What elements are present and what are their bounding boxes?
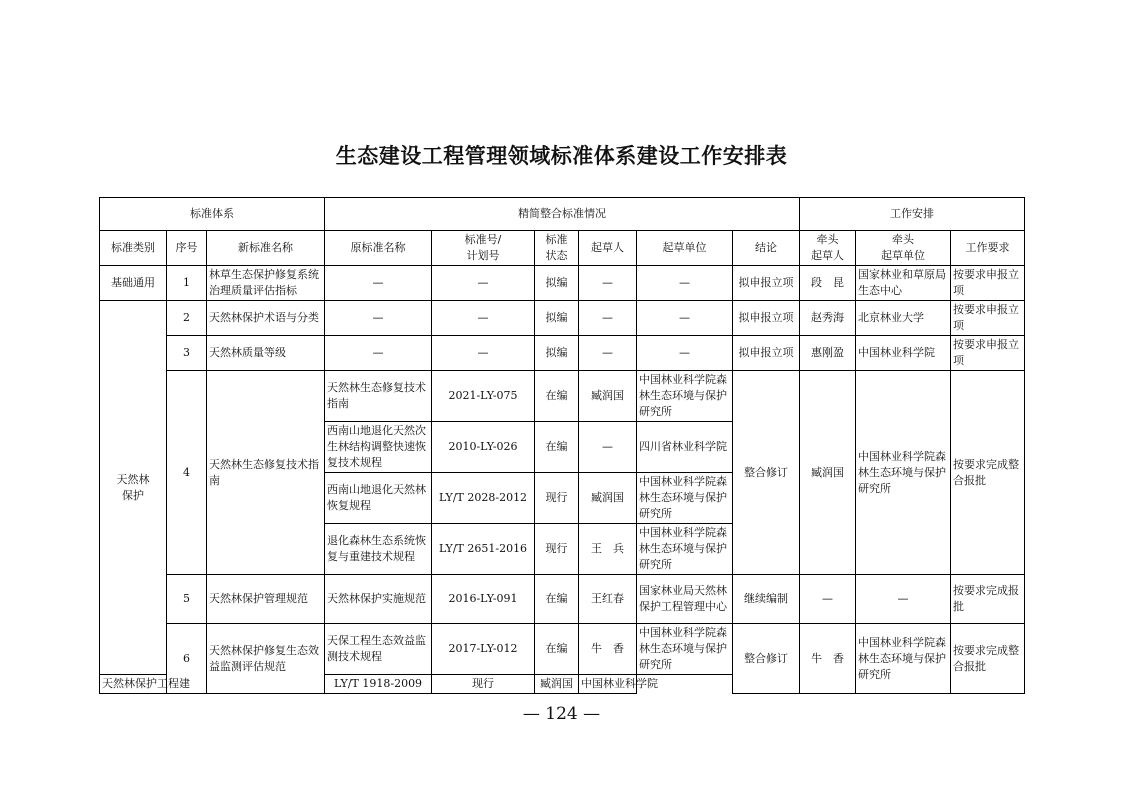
- cell-drafter: 臧润国: [535, 675, 579, 694]
- cell-std-no: 2010-LY-026: [432, 422, 535, 473]
- cell-orig-name: —: [325, 301, 432, 336]
- cell-drafter: —: [579, 301, 637, 336]
- cell-status: 拟编: [535, 336, 579, 371]
- standards-table: [99, 197, 1025, 694]
- cell-drafter: 牛 香: [579, 624, 637, 675]
- header-orig-name: 原标准名称: [325, 231, 432, 266]
- cell-drafter: 王红春: [579, 575, 637, 624]
- cell-seq: 6: [167, 624, 207, 694]
- cell-drafter: 臧润国: [579, 371, 637, 422]
- cell-orig-name: 西南山地退化天然林恢复规程: [325, 473, 432, 524]
- cell-lead-unit: 中国林业科学院森林生态环境与保护研究所: [856, 624, 951, 694]
- cell-status: 现行: [432, 675, 535, 694]
- cell-drafter: 王 兵: [579, 524, 637, 575]
- cell-lead-unit: —: [856, 575, 951, 624]
- cell-std-no: LY/T 1918-2009: [325, 675, 432, 694]
- cell-lead-unit: 中国林业科学院: [856, 336, 951, 371]
- cell-lead-drafter: 惠刚盈: [800, 336, 856, 371]
- header-lead-unit: 牵头 起草单位: [856, 231, 951, 266]
- cell-lead-drafter: 段 昆: [800, 266, 856, 301]
- cell-requirement: 按要求完成整合报批: [951, 371, 1025, 575]
- cell-orig-name: 退化森林生态系统恢复与重建技术规程: [325, 524, 432, 575]
- cell-orig-name: 天然林保护实施规范: [325, 575, 432, 624]
- cell-new-name: 天然林生态修复技术指南: [207, 371, 325, 575]
- cell-status: 现行: [535, 473, 579, 524]
- header-seq: 序号: [167, 231, 207, 266]
- cell-std-no: LY/T 2651-2016: [432, 524, 535, 575]
- cell-requirement: 按要求完成报批: [951, 575, 1025, 624]
- cell-requirement: 按要求申报立项: [951, 266, 1025, 301]
- cell-conclusion: 拟申报立项: [733, 301, 800, 336]
- cell-seq: 1: [167, 266, 207, 301]
- cell-orig-name: 天然林生态修复技术指南: [325, 371, 432, 422]
- cell-conclusion: 整合修订: [733, 624, 800, 694]
- cell-status: 在编: [535, 575, 579, 624]
- cell-drafter-unit: —: [637, 266, 733, 301]
- cell-std-no: —: [432, 266, 535, 301]
- cell-requirement: 按要求申报立项: [951, 301, 1025, 336]
- group-standard-system: 标准体系: [100, 198, 325, 231]
- header-std-no: 标准号/ 计划号: [432, 231, 535, 266]
- cell-drafter: —: [579, 422, 637, 473]
- header-category: 标准类别: [100, 231, 167, 266]
- page-title: 生态建设工程管理领域标准体系建设工作安排表: [335, 144, 788, 168]
- page-number: — 124 —: [522, 704, 601, 724]
- cell-std-no: 2016-LY-091: [432, 575, 535, 624]
- cell-conclusion: 拟申报立项: [733, 266, 800, 301]
- cell-new-name: 天然林保护修复生态效益监测评估规范: [207, 624, 325, 694]
- header-drafter: 起草人: [579, 231, 637, 266]
- cell-new-name: 天然林保护管理规范: [207, 575, 325, 624]
- cell-lead-unit: 中国林业科学院森林生态环境与保护研究所: [856, 371, 951, 575]
- cell-drafter-unit: 中国林业科学院森林生态环境与保护研究所: [637, 371, 733, 422]
- cell-status: 现行: [535, 524, 579, 575]
- table-row: [100, 371, 1025, 422]
- cell-drafter-unit: —: [637, 336, 733, 371]
- cell-std-no: —: [432, 301, 535, 336]
- cell-drafter: —: [579, 266, 637, 301]
- cell-seq: 4: [167, 371, 207, 575]
- cell-std-no: 2017-LY-012: [432, 624, 535, 675]
- cell-lead-drafter: —: [800, 575, 856, 624]
- table-row: [100, 624, 1025, 675]
- cell-drafter-unit: 中国林业科学院森林生态环境与保护研究所: [637, 624, 733, 675]
- table-row: [100, 336, 1025, 371]
- group-work-arrangement: 工作安排: [800, 198, 1025, 231]
- table-row: [100, 266, 1025, 301]
- cell-drafter-unit: —: [637, 301, 733, 336]
- cell-lead-unit: 国家林业和草原局生态中心: [856, 266, 951, 301]
- header-requirement: 工作要求: [951, 231, 1025, 266]
- cell-lead-drafter: 臧润国: [800, 371, 856, 575]
- cell-lead-drafter: 赵秀海: [800, 301, 856, 336]
- column-header-row: [100, 231, 1025, 266]
- cell-orig-name: —: [325, 266, 432, 301]
- cell-status: 在编: [535, 624, 579, 675]
- header-drafter-unit: 起草单位: [637, 231, 733, 266]
- cell-lead-drafter: 牛 香: [800, 624, 856, 694]
- cell-new-name: 林草生态保护修复系统治理质量评估指标: [207, 266, 325, 301]
- cell-category: 基础通用: [100, 266, 167, 301]
- cell-status: 拟编: [535, 301, 579, 336]
- cell-drafter-unit: 中国林业科学院: [579, 675, 637, 694]
- cell-std-no: —: [432, 336, 535, 371]
- cell-orig-name: 天然林保护工程建: [100, 675, 167, 694]
- table-row: [100, 575, 1025, 624]
- header-conclusion: 结论: [733, 231, 800, 266]
- header-status: 标准 状态: [535, 231, 579, 266]
- cell-new-name: 天然林质量等级: [207, 336, 325, 371]
- cell-orig-name: —: [325, 336, 432, 371]
- header-new-name: 新标准名称: [207, 231, 325, 266]
- cell-conclusion: 拟申报立项: [733, 336, 800, 371]
- cell-orig-name: 天保工程生态效益监测技术规程: [325, 624, 432, 675]
- cell-seq: 3: [167, 336, 207, 371]
- cell-conclusion: 整合修订: [733, 371, 800, 575]
- cell-status: 在编: [535, 422, 579, 473]
- cell-std-no: LY/T 2028-2012: [432, 473, 535, 524]
- cell-drafter-unit: 中国林业科学院森林生态环境与保护研究所: [637, 473, 733, 524]
- cell-new-name: 天然林保护术语与分类: [207, 301, 325, 336]
- cell-drafter-unit: 中国林业科学院森林生态环境与保护研究所: [637, 524, 733, 575]
- cell-drafter-unit: 国家林业局天然林保护工程管理中心: [637, 575, 733, 624]
- cell-orig-name: 西南山地退化天然次生林结构调整快速恢复技术规程: [325, 422, 432, 473]
- cell-status: 拟编: [535, 266, 579, 301]
- cell-category: 天然林保护: [100, 301, 167, 675]
- cell-seq: 5: [167, 575, 207, 624]
- cell-std-no: 2021-LY-075: [432, 371, 535, 422]
- group-consolidation: 精简整合标准情况: [325, 198, 800, 231]
- header-lead-drafter: 牵头 起草人: [800, 231, 856, 266]
- group-header-row: [100, 198, 1025, 231]
- cell-requirement: 按要求申报立项: [951, 336, 1025, 371]
- cell-requirement: 按要求完成整合报批: [951, 624, 1025, 694]
- cell-seq: 2: [167, 301, 207, 336]
- cell-drafter: —: [579, 336, 637, 371]
- cell-lead-unit: 北京林业大学: [856, 301, 951, 336]
- cell-conclusion: 继续编制: [733, 575, 800, 624]
- cell-drafter: 臧润国: [579, 473, 637, 524]
- cell-drafter-unit: 四川省林业科学院: [637, 422, 733, 473]
- cell-status: 在编: [535, 371, 579, 422]
- table-row: [100, 301, 1025, 336]
